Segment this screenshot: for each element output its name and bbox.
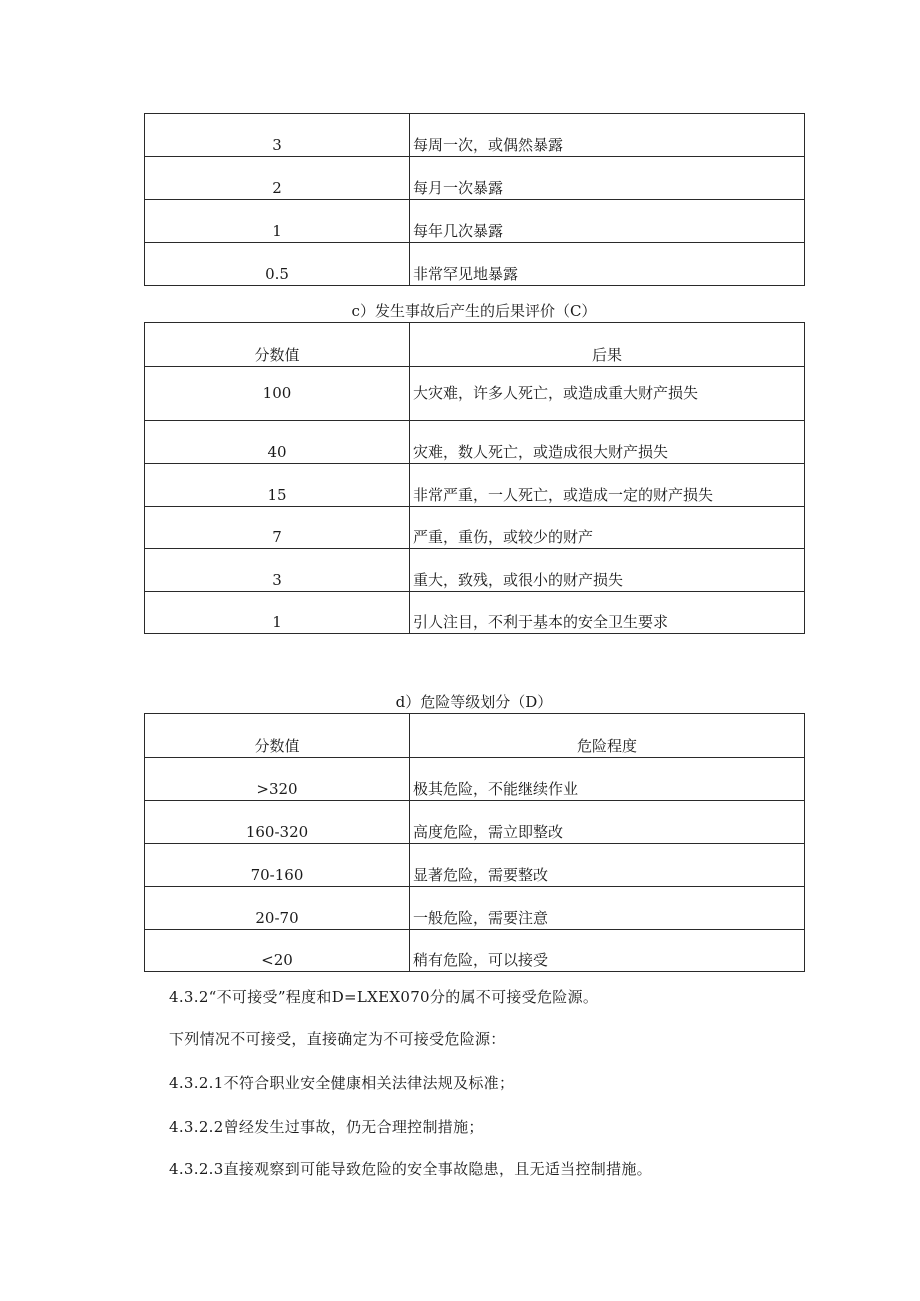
exposure-frequency-table bbox=[144, 113, 805, 286]
description-cell: 灾难，数人死亡，或造成很大财产损失 bbox=[410, 421, 805, 464]
score-cell: 15 bbox=[145, 464, 410, 507]
header-score: 分数值 bbox=[145, 714, 410, 758]
consequence-table-caption: c）发生事故后产生的后果评价（C） bbox=[351, 302, 597, 320]
description-cell: 大灾难，许多人死亡，或造成重大财产损失 bbox=[410, 367, 805, 421]
paragraph-4-3-2-2: 4.3.2.2曾经发生过事故，仍无合理控制措施； bbox=[169, 1118, 484, 1136]
score-cell: 1 bbox=[145, 200, 410, 243]
paragraph-unacceptable-conditions: 下列情况不可接受，直接确定为不可接受危险源： bbox=[169, 1030, 506, 1048]
score-cell: <20 bbox=[145, 930, 410, 972]
header-consequence: 后果 bbox=[410, 323, 805, 367]
paragraph-4-3-2-1: 4.3.2.1不符合职业安全健康相关法律法规及标准； bbox=[169, 1074, 515, 1092]
table-row bbox=[145, 157, 805, 200]
table-header-row bbox=[145, 714, 805, 758]
table-row bbox=[145, 367, 805, 421]
score-cell: 3 bbox=[145, 114, 410, 157]
description-cell: 每年几次暴露 bbox=[410, 200, 805, 243]
table-row bbox=[145, 930, 805, 972]
description-cell: 极其危险，不能继续作业 bbox=[410, 758, 805, 801]
consequence-table bbox=[144, 322, 805, 634]
paragraph-4-3-2: 4.3.2“不可接受”程度和D=LXEX070分的属不可接受危险源。 bbox=[169, 988, 599, 1006]
score-cell: 20-70 bbox=[145, 887, 410, 930]
description-cell: 非常严重，一人死亡，或造成一定的财产损失 bbox=[410, 464, 805, 507]
score-cell: 70-160 bbox=[145, 844, 410, 887]
paragraph-4-3-2-3: 4.3.2.3直接观察到可能导致危险的安全事故隐患，且无适当控制措施。 bbox=[169, 1160, 652, 1178]
score-cell: 160-320 bbox=[145, 801, 410, 844]
score-cell: 100 bbox=[145, 367, 410, 421]
risk-level-table bbox=[144, 713, 805, 972]
score-cell: 0.5 bbox=[145, 243, 410, 286]
table-row bbox=[145, 549, 805, 592]
table-row bbox=[145, 200, 805, 243]
description-cell: 每月一次暴露 bbox=[410, 157, 805, 200]
table-row bbox=[145, 421, 805, 464]
score-cell: 7 bbox=[145, 507, 410, 549]
description-cell: 严重，重伤，或较少的财产 bbox=[410, 507, 805, 549]
table-row bbox=[145, 592, 805, 634]
table-header-row bbox=[145, 323, 805, 367]
score-cell: >320 bbox=[145, 758, 410, 801]
description-cell: 引人注目，不利于基本的安全卫生要求 bbox=[410, 592, 805, 634]
risk-level-table-caption: d）危险等级划分（D） bbox=[395, 693, 553, 711]
description-cell: 非常罕见地暴露 bbox=[410, 243, 805, 286]
table-row bbox=[145, 507, 805, 549]
table-row bbox=[145, 887, 805, 930]
description-cell: 重大，致残，或很小的财产损失 bbox=[410, 549, 805, 592]
table-row bbox=[145, 464, 805, 507]
table-row bbox=[145, 844, 805, 887]
header-risk-degree: 危险程度 bbox=[410, 714, 805, 758]
header-score: 分数值 bbox=[145, 323, 410, 367]
score-cell: 40 bbox=[145, 421, 410, 464]
description-cell: 每周一次，或偶然暴露 bbox=[410, 114, 805, 157]
description-cell: 显著危险，需要整改 bbox=[410, 844, 805, 887]
description-cell: 高度危险，需立即整改 bbox=[410, 801, 805, 844]
score-cell: 1 bbox=[145, 592, 410, 634]
description-cell: 一般危险，需要注意 bbox=[410, 887, 805, 930]
table-row bbox=[145, 243, 805, 286]
score-cell: 2 bbox=[145, 157, 410, 200]
table-row bbox=[145, 114, 805, 157]
table-row bbox=[145, 758, 805, 801]
description-cell: 稍有危险，可以接受 bbox=[410, 930, 805, 972]
table-row bbox=[145, 801, 805, 844]
score-cell: 3 bbox=[145, 549, 410, 592]
